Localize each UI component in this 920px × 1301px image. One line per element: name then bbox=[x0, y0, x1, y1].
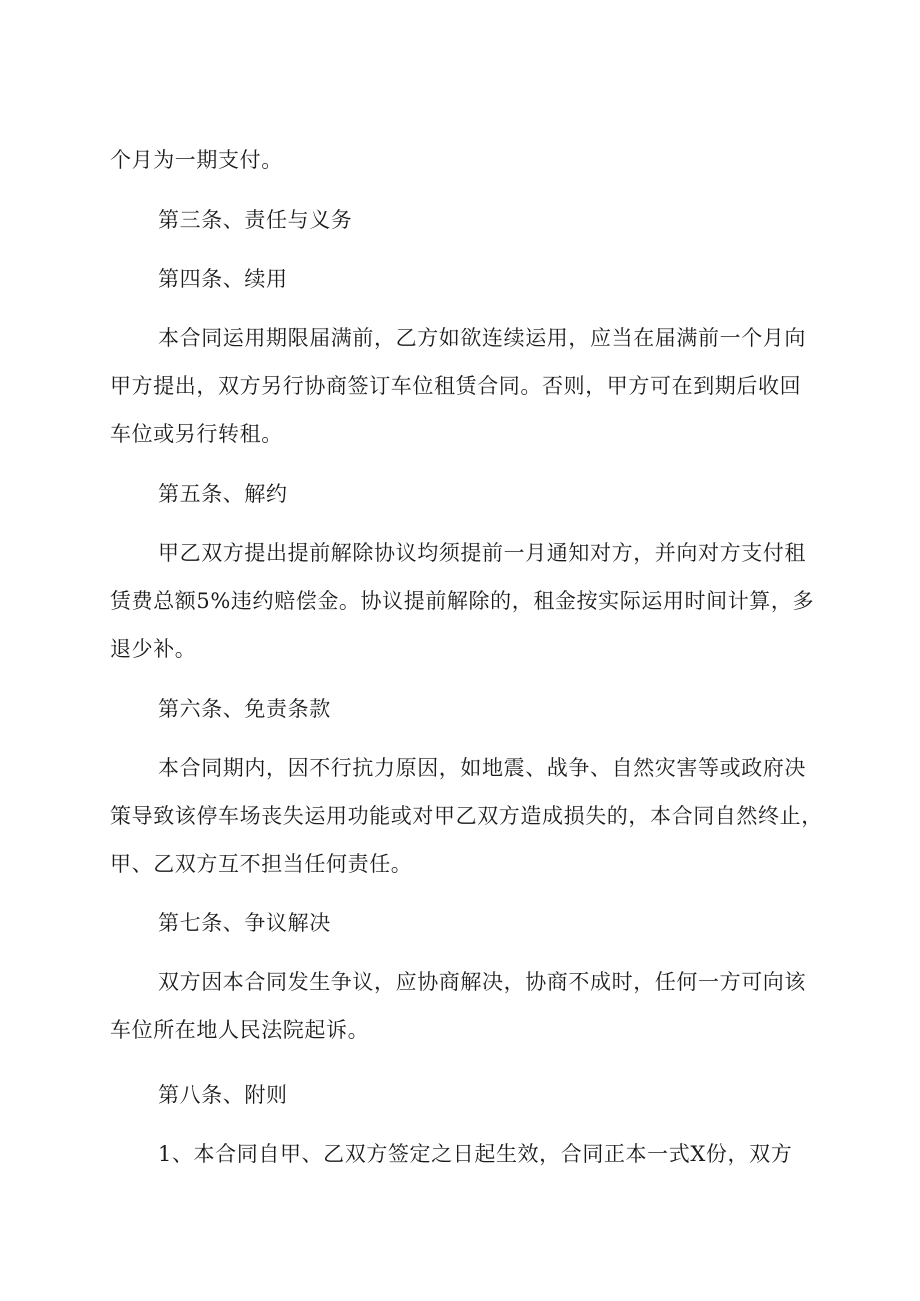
article-heading-7: 第七条、争议解决 bbox=[158, 911, 331, 935]
paragraph-line: 甲、乙双方互不担当任何责任。 bbox=[110, 852, 413, 876]
article-heading-5: 第五条、解约 bbox=[158, 482, 288, 506]
paragraph-line: 车位所在地人民法院起诉。 bbox=[110, 1018, 370, 1042]
paragraph-line: 1、本合同自甲、乙双方签定之日起生效，合同正本一式X份，双方 bbox=[158, 1142, 793, 1166]
paragraph-line: 甲乙双方提出提前解除协议均须提前一月通知对方，并向对方支付租 bbox=[158, 541, 806, 565]
paragraph-line: 本合同期内，因不行抗力原因，如地震、战争、自然灾害等或政府决 bbox=[158, 756, 806, 780]
paragraph-line: 甲方提出，双方另行协商签订车位租赁合同。否则，甲方可在到期后收回 bbox=[110, 374, 802, 398]
paragraph-line: 个月为一期支付。 bbox=[110, 148, 283, 172]
article-heading-3: 第三条、责任与义务 bbox=[158, 208, 353, 232]
paragraph-line: 退少补。 bbox=[110, 637, 197, 661]
paragraph-line: 车位或另行转租。 bbox=[110, 422, 283, 446]
paragraph-line: 赁费总额5%违约赔偿金。协议提前解除的，租金按实际运用时间计算，多 bbox=[110, 589, 815, 613]
article-heading-8: 第八条、附则 bbox=[158, 1083, 288, 1107]
article-heading-6: 第六条、免责条款 bbox=[158, 697, 331, 721]
paragraph-line: 策导致该停车场丧失运用功能或对甲乙双方造成损失的，本合同自然终止， bbox=[110, 804, 823, 828]
paragraph-line: 双方因本合同发生争议，应协商解决，协商不成时，任何一方可向该 bbox=[158, 970, 806, 994]
article-heading-4: 第四条、续用 bbox=[158, 267, 288, 291]
paragraph-line: 本合同运用期限届满前，乙方如欲连续运用，应当在届满前一个月向 bbox=[158, 326, 806, 350]
